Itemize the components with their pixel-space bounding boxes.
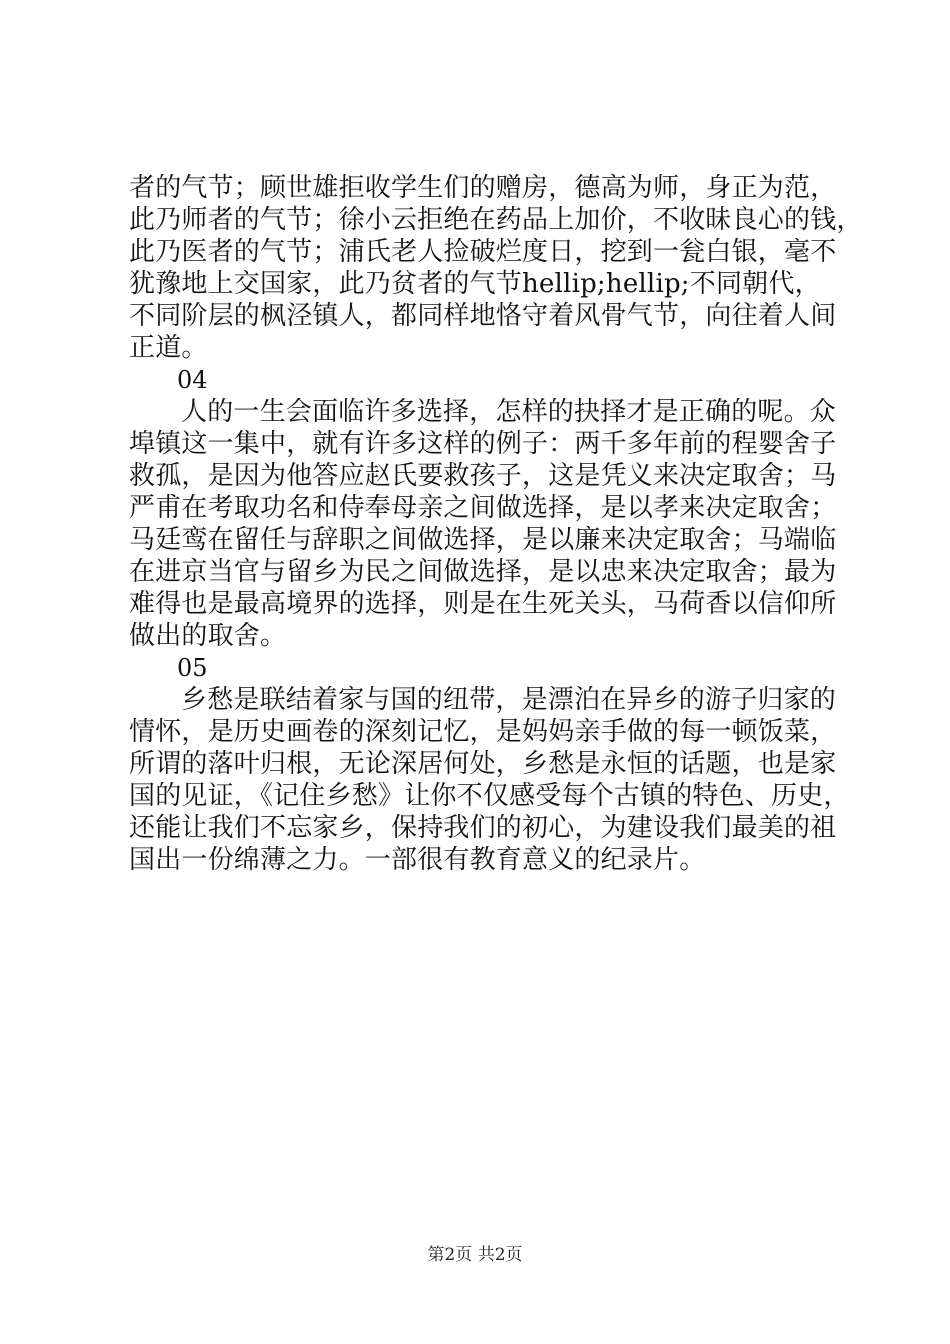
text-line: 难得也是最高境界的选择，则是在生死关头，马荷香以信仰所 — [129, 589, 837, 619]
text-line: 乡愁是联结着家与国的纽带，是漂泊在异乡的游子归家的 — [181, 685, 837, 715]
text-line: 埠镇这一集中，就有许多这样的例子：两千多年前的程婴舍子 — [129, 429, 837, 459]
page-footer — [0, 1244, 950, 1266]
text-line: 国出一份绵薄之力。一部很有教育意义的纪录片。 — [129, 845, 706, 875]
text-line: 正道。 — [129, 333, 208, 363]
text-line: 犹豫地上交国家，此乃贫者的气节hellip;hellip;不同朝代， — [129, 269, 821, 299]
text-line: 此乃师者的气节；徐小云拒绝在药品上加价，不收昧良心的钱， — [129, 205, 863, 235]
paragraph — [129, 684, 850, 876]
text-line: 者的气节；顾世雄拒收学生们的赠房，德高为师，身正为范， — [129, 173, 837, 203]
text-line: 此乃医者的气节；浦氏老人捡破烂度日，挖到一瓮白银，毫不 — [129, 237, 837, 267]
text-line: 所谓的落叶归根，无论深居何处，乡愁是永恒的话题，也是家 — [129, 749, 837, 779]
text-line: 还能让我们不忘家乡，保持我们的初心，为建设我们最美的祖 — [129, 813, 837, 843]
text-line: 国的见证，《记住乡愁》让你不仅感受每个古镇的特色、历史， — [129, 781, 850, 811]
text-line: 做出的取舍。 — [129, 621, 287, 651]
section-number: 04 — [177, 366, 208, 394]
paragraph-continued — [129, 172, 863, 364]
text-line: 在进京当官与留乡为民之间做选择，是以忠来决定取舍；最为 — [129, 557, 837, 587]
paragraph — [129, 396, 841, 652]
text-line: 情怀，是历史画卷的深刻记忆，是妈妈亲手做的每一顿饭菜， — [129, 717, 837, 747]
text-line: 严甫在考取功名和侍奉母亲之间做选择，是以孝来决定取舍； — [129, 493, 837, 523]
section-number: 05 — [177, 654, 208, 682]
page-number: 第2页 共2页 — [427, 1245, 523, 1265]
text-line: 救孤，是因为他答应赵氏要救孩子，这是凭义来决定取舍；马 — [129, 461, 837, 491]
text-line: 人的一生会面临许多选择，怎样的抉择才是正确的呢。众 — [181, 397, 837, 427]
document-body — [129, 172, 863, 876]
text-line: 马廷鸾在留任与辞职之间做选择，是以廉来决定取舍；马端临 — [129, 525, 837, 555]
text-line: 不同阶层的枫泾镇人，都同样地恪守着风骨气节，向往着人间 — [129, 301, 837, 331]
